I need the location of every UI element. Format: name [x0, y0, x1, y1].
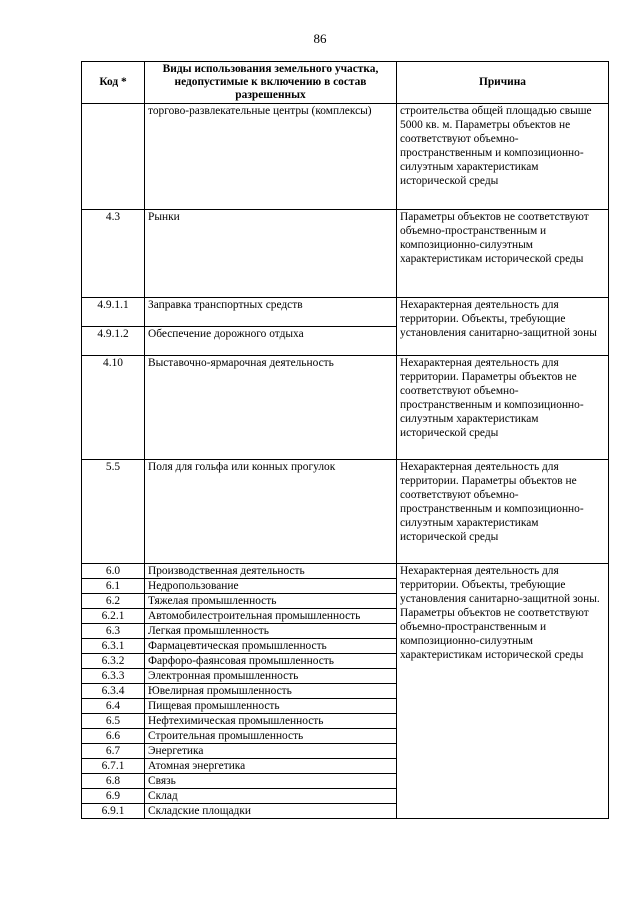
- row-use: Поля для гольфа или конных прогулок: [145, 460, 397, 564]
- row-code: 6.3.3: [82, 669, 145, 684]
- row-reason: Нехарактерная деятельность для территории. Объекты, требующие установления санитарно-защитной зоны: [397, 298, 609, 356]
- row-use: Недропользование: [145, 579, 397, 594]
- row-use: Склад: [145, 789, 397, 804]
- row-code: 6.5: [82, 714, 145, 729]
- row-use: Складские площадки: [145, 804, 397, 819]
- row-use: Энергетика: [145, 744, 397, 759]
- row-code: [82, 104, 145, 210]
- row-use: Строительная промышленность: [145, 729, 397, 744]
- row-reason: Нехарактерная деятельность для территории. Параметры объектов не соответствуют объемно-пространственным и композиционно-силуэтным характеристикам исторической среды: [397, 356, 609, 460]
- table-row: [82, 210, 609, 298]
- row-code: 4.9.1.1: [82, 298, 145, 327]
- row-use: Производственная деятельность: [145, 564, 397, 579]
- row-use: Заправка транспортных средств: [145, 298, 397, 327]
- row-code: 6.7.1: [82, 759, 145, 774]
- row-use: Рынки: [145, 210, 397, 298]
- row-code: 6.4: [82, 699, 145, 714]
- row-code: 6.9.1: [82, 804, 145, 819]
- row-use: Электронная промышленность: [145, 669, 397, 684]
- row-code: 6.2: [82, 594, 145, 609]
- row-use: Ювелирная промышленность: [145, 684, 397, 699]
- table-row: [82, 356, 609, 460]
- row-code: 4.9.1.2: [82, 327, 145, 356]
- row-use: Автомобилестроительная промышленность: [145, 609, 397, 624]
- row-use: Связь: [145, 774, 397, 789]
- row-reason: Нехарактерная деятельность для территории. Объекты, требующие установления санитарно-защитной зоны. Параметры объектов не соответствуют объемно-пространственным и композиционно-силуэтным характеристикам исторической среды: [397, 564, 609, 819]
- table-row: [82, 104, 609, 210]
- row-code: 4.10: [82, 356, 145, 460]
- row-use: торгово-развлекательные центры (комплексы): [145, 104, 397, 210]
- restricted-uses-table: [81, 61, 609, 819]
- row-use: Фарфоро-фаянсовая промышленность: [145, 654, 397, 669]
- table-row: [82, 298, 609, 327]
- row-code: 6.8: [82, 774, 145, 789]
- row-code: 5.5: [82, 460, 145, 564]
- row-use: Обеспечение дорожного отдыха: [145, 327, 397, 356]
- row-code: 6.2.1: [82, 609, 145, 624]
- table-header-row: [82, 62, 609, 104]
- header-code: Код *: [82, 62, 145, 104]
- row-code: 6.3.1: [82, 639, 145, 654]
- row-code: 6.0: [82, 564, 145, 579]
- row-use: Атомная энергетика: [145, 759, 397, 774]
- header-reason: Причина: [397, 62, 609, 104]
- row-code: 6.3.2: [82, 654, 145, 669]
- row-code: 6.7: [82, 744, 145, 759]
- row-code: 6.3: [82, 624, 145, 639]
- row-use: Тяжелая промышленность: [145, 594, 397, 609]
- row-use: Выставочно-ярмарочная деятельность: [145, 356, 397, 460]
- row-code: 6.3.4: [82, 684, 145, 699]
- row-code: 6.9: [82, 789, 145, 804]
- row-use: Фармацевтическая промышленность: [145, 639, 397, 654]
- header-use: Виды использования земельного участка, недопустимые к включению в состав разрешенных: [145, 62, 397, 104]
- row-reason: строительства общей площадью свыше 5000 кв. м. Параметры объектов не соответствуют объемно-пространственным и композиционно-силуэтным характеристикам исторической среды: [397, 104, 609, 210]
- row-reason: Нехарактерная деятельность для территории. Параметры объектов не соответствуют объемно-пространственным и композиционно-силуэтным характеристикам исторической среды: [397, 460, 609, 564]
- table-row: [82, 564, 609, 579]
- row-code: 4.3: [82, 210, 145, 298]
- row-reason: Параметры объектов не соответствуют объемно-пространственным и композиционно-силуэтным характеристикам исторической среды: [397, 210, 609, 298]
- row-code: 6.6: [82, 729, 145, 744]
- row-use: Пищевая промышленность: [145, 699, 397, 714]
- row-use: Нефтехимическая промышленность: [145, 714, 397, 729]
- page-number: 86: [313, 31, 327, 46]
- row-code: 6.1: [82, 579, 145, 594]
- row-use: Легкая промышленность: [145, 624, 397, 639]
- table-row: [82, 460, 609, 564]
